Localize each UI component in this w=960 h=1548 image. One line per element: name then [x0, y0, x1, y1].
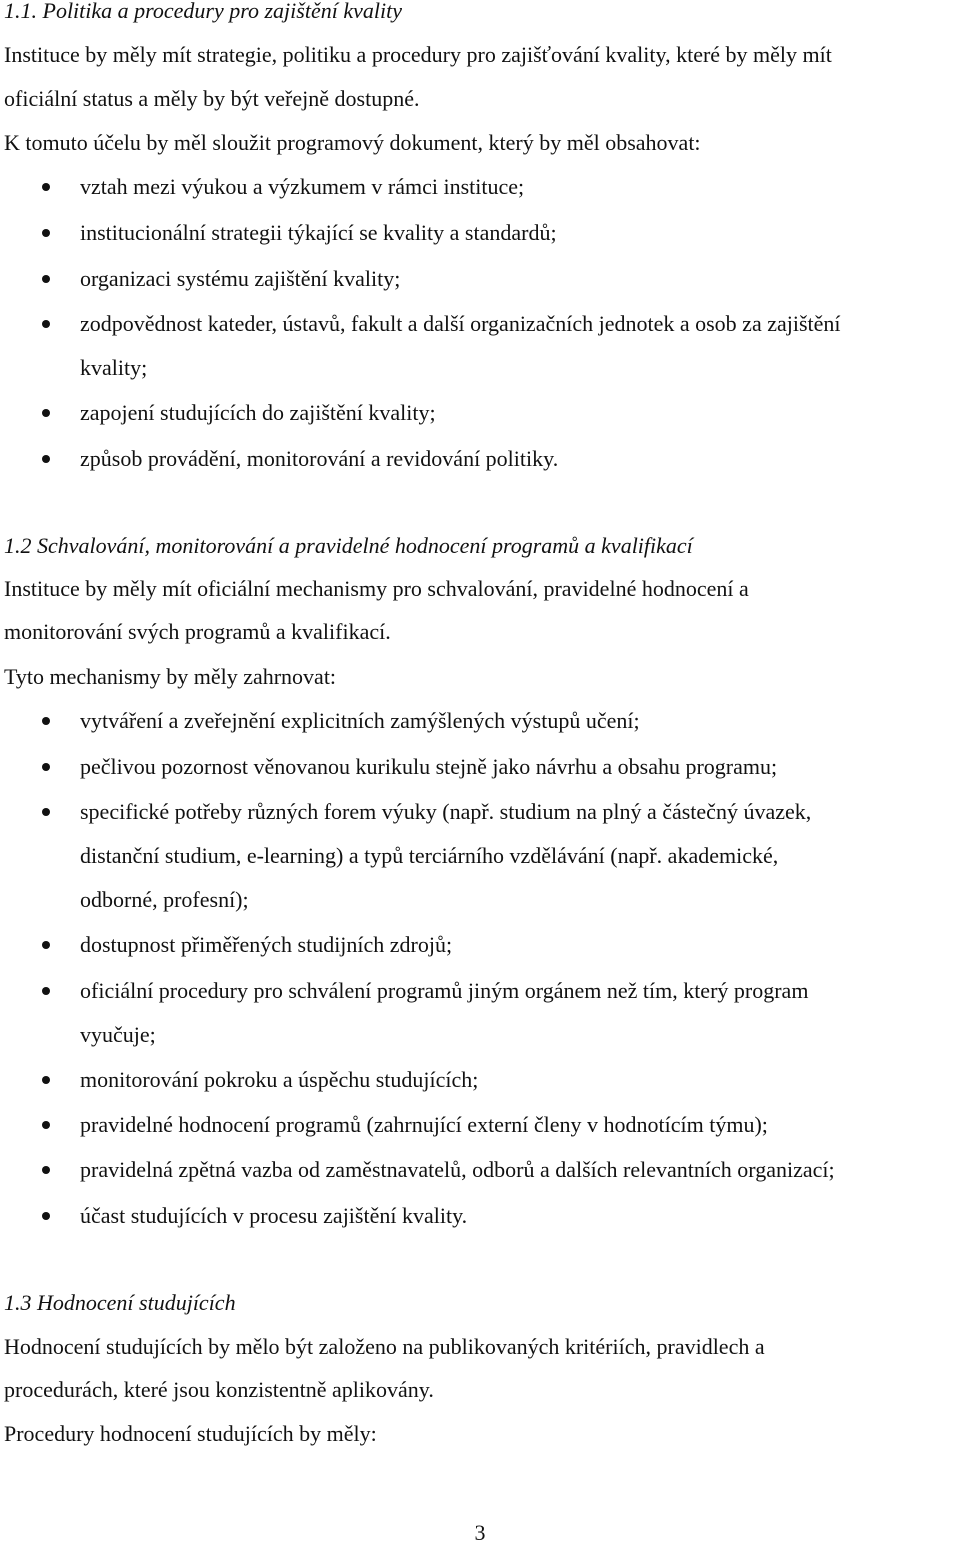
bullet-icon: [42, 1166, 50, 1174]
paragraph-line: oficiální status a měly by být veřejně dostupné.: [4, 86, 420, 111]
page-number: 3: [474, 1520, 486, 1545]
list-item: vyučuje;: [80, 1022, 156, 1047]
list-item: dostupnost přiměřených studijních zdrojů;: [80, 932, 453, 957]
list-item: způsob provádění, monitorování a revidování politiky.: [80, 446, 559, 471]
list-item: organizaci systému zajištění kvality;: [80, 266, 401, 291]
list-item: kvality;: [80, 355, 148, 380]
bullet-icon: [42, 320, 50, 328]
bullet-icon: [42, 763, 50, 771]
bullet-icon: [42, 1121, 50, 1129]
paragraph-line: Hodnocení studujících by mělo být založeno na publikovaných kritériích, pravidlech a: [4, 1334, 765, 1359]
paragraph-line: Procedury hodnocení studujících by měly:: [4, 1421, 377, 1446]
bullet-icon: [42, 183, 50, 191]
paragraph-line: K tomuto účelu by měl sloužit programový dokument, který by měl obsahovat:: [4, 130, 701, 155]
bullet-icon: [42, 808, 50, 816]
bullet-icon: [42, 275, 50, 283]
bullet-icon: [42, 1076, 50, 1084]
list-item: zodpovědnost kateder, ústavů, fakult a další organizačních jednotek a osob za zajištění: [80, 311, 841, 336]
list-item: vytváření a zveřejnění explicitních zamýšlených výstupů učení;: [80, 708, 640, 733]
bullet-icon: [42, 455, 50, 463]
list-item: pravidelná zpětná vazba od zaměstnavatelů, odborů a dalších relevantních organizací;: [80, 1157, 835, 1182]
paragraph-line: Instituce by měly mít strategie, politiku a procedury pro zajišťování kvality, které by měly mít: [4, 42, 832, 67]
list-item: pečlivou pozornost věnovanou kurikulu stejně jako návrhu a obsahu programu;: [80, 754, 778, 779]
bullet-icon: [42, 941, 50, 949]
paragraph-line: Instituce by měly mít oficiální mechanismy pro schvalování, pravidelné hodnocení a: [4, 576, 749, 601]
bullet-icon: [42, 717, 50, 725]
list-item: monitorování pokroku a úspěchu studujících;: [80, 1067, 479, 1092]
paragraph-line: monitorování svých programů a kvalifikací.: [4, 619, 391, 644]
section-heading: 1.1. Politika a procedury pro zajištění kvality: [4, 0, 402, 23]
list-item: odborné, profesní);: [80, 887, 249, 912]
list-item: účast studujících v procesu zajištění kvality.: [80, 1203, 468, 1228]
bullet-icon: [42, 987, 50, 995]
bullet-icon: [42, 1212, 50, 1220]
bullet-icon: [42, 229, 50, 237]
bullet-icon: [42, 409, 50, 417]
list-item: specifické potřeby různých forem výuky (např. studium na plný a částečný úvazek,: [80, 799, 812, 824]
list-item: zapojení studujících do zajištění kvality;: [80, 400, 436, 425]
list-item: vztah mezi výukou a výzkumem v rámci instituce;: [80, 174, 525, 199]
list-item: pravidelné hodnocení programů (zahrnující externí členy v hodnotícím týmu);: [80, 1112, 768, 1137]
section-heading: 1.2 Schvalování, monitorování a pravidelné hodnocení programů a kvalifikací: [4, 533, 693, 558]
paragraph-line: procedurách, které jsou konzistentně aplikovány.: [4, 1377, 434, 1402]
list-item: institucionální strategii týkající se kvality a standardů;: [80, 220, 557, 245]
paragraph-line: Tyto mechanismy by měly zahrnovat:: [4, 664, 337, 689]
list-item: oficiální procedury pro schválení programů jiným orgánem než tím, který program: [80, 978, 809, 1003]
list-item: distanční studium, e-learning) a typů terciárního vzdělávání (např. akademické,: [80, 843, 779, 868]
section-heading: 1.3 Hodnocení studujících: [4, 1290, 236, 1315]
